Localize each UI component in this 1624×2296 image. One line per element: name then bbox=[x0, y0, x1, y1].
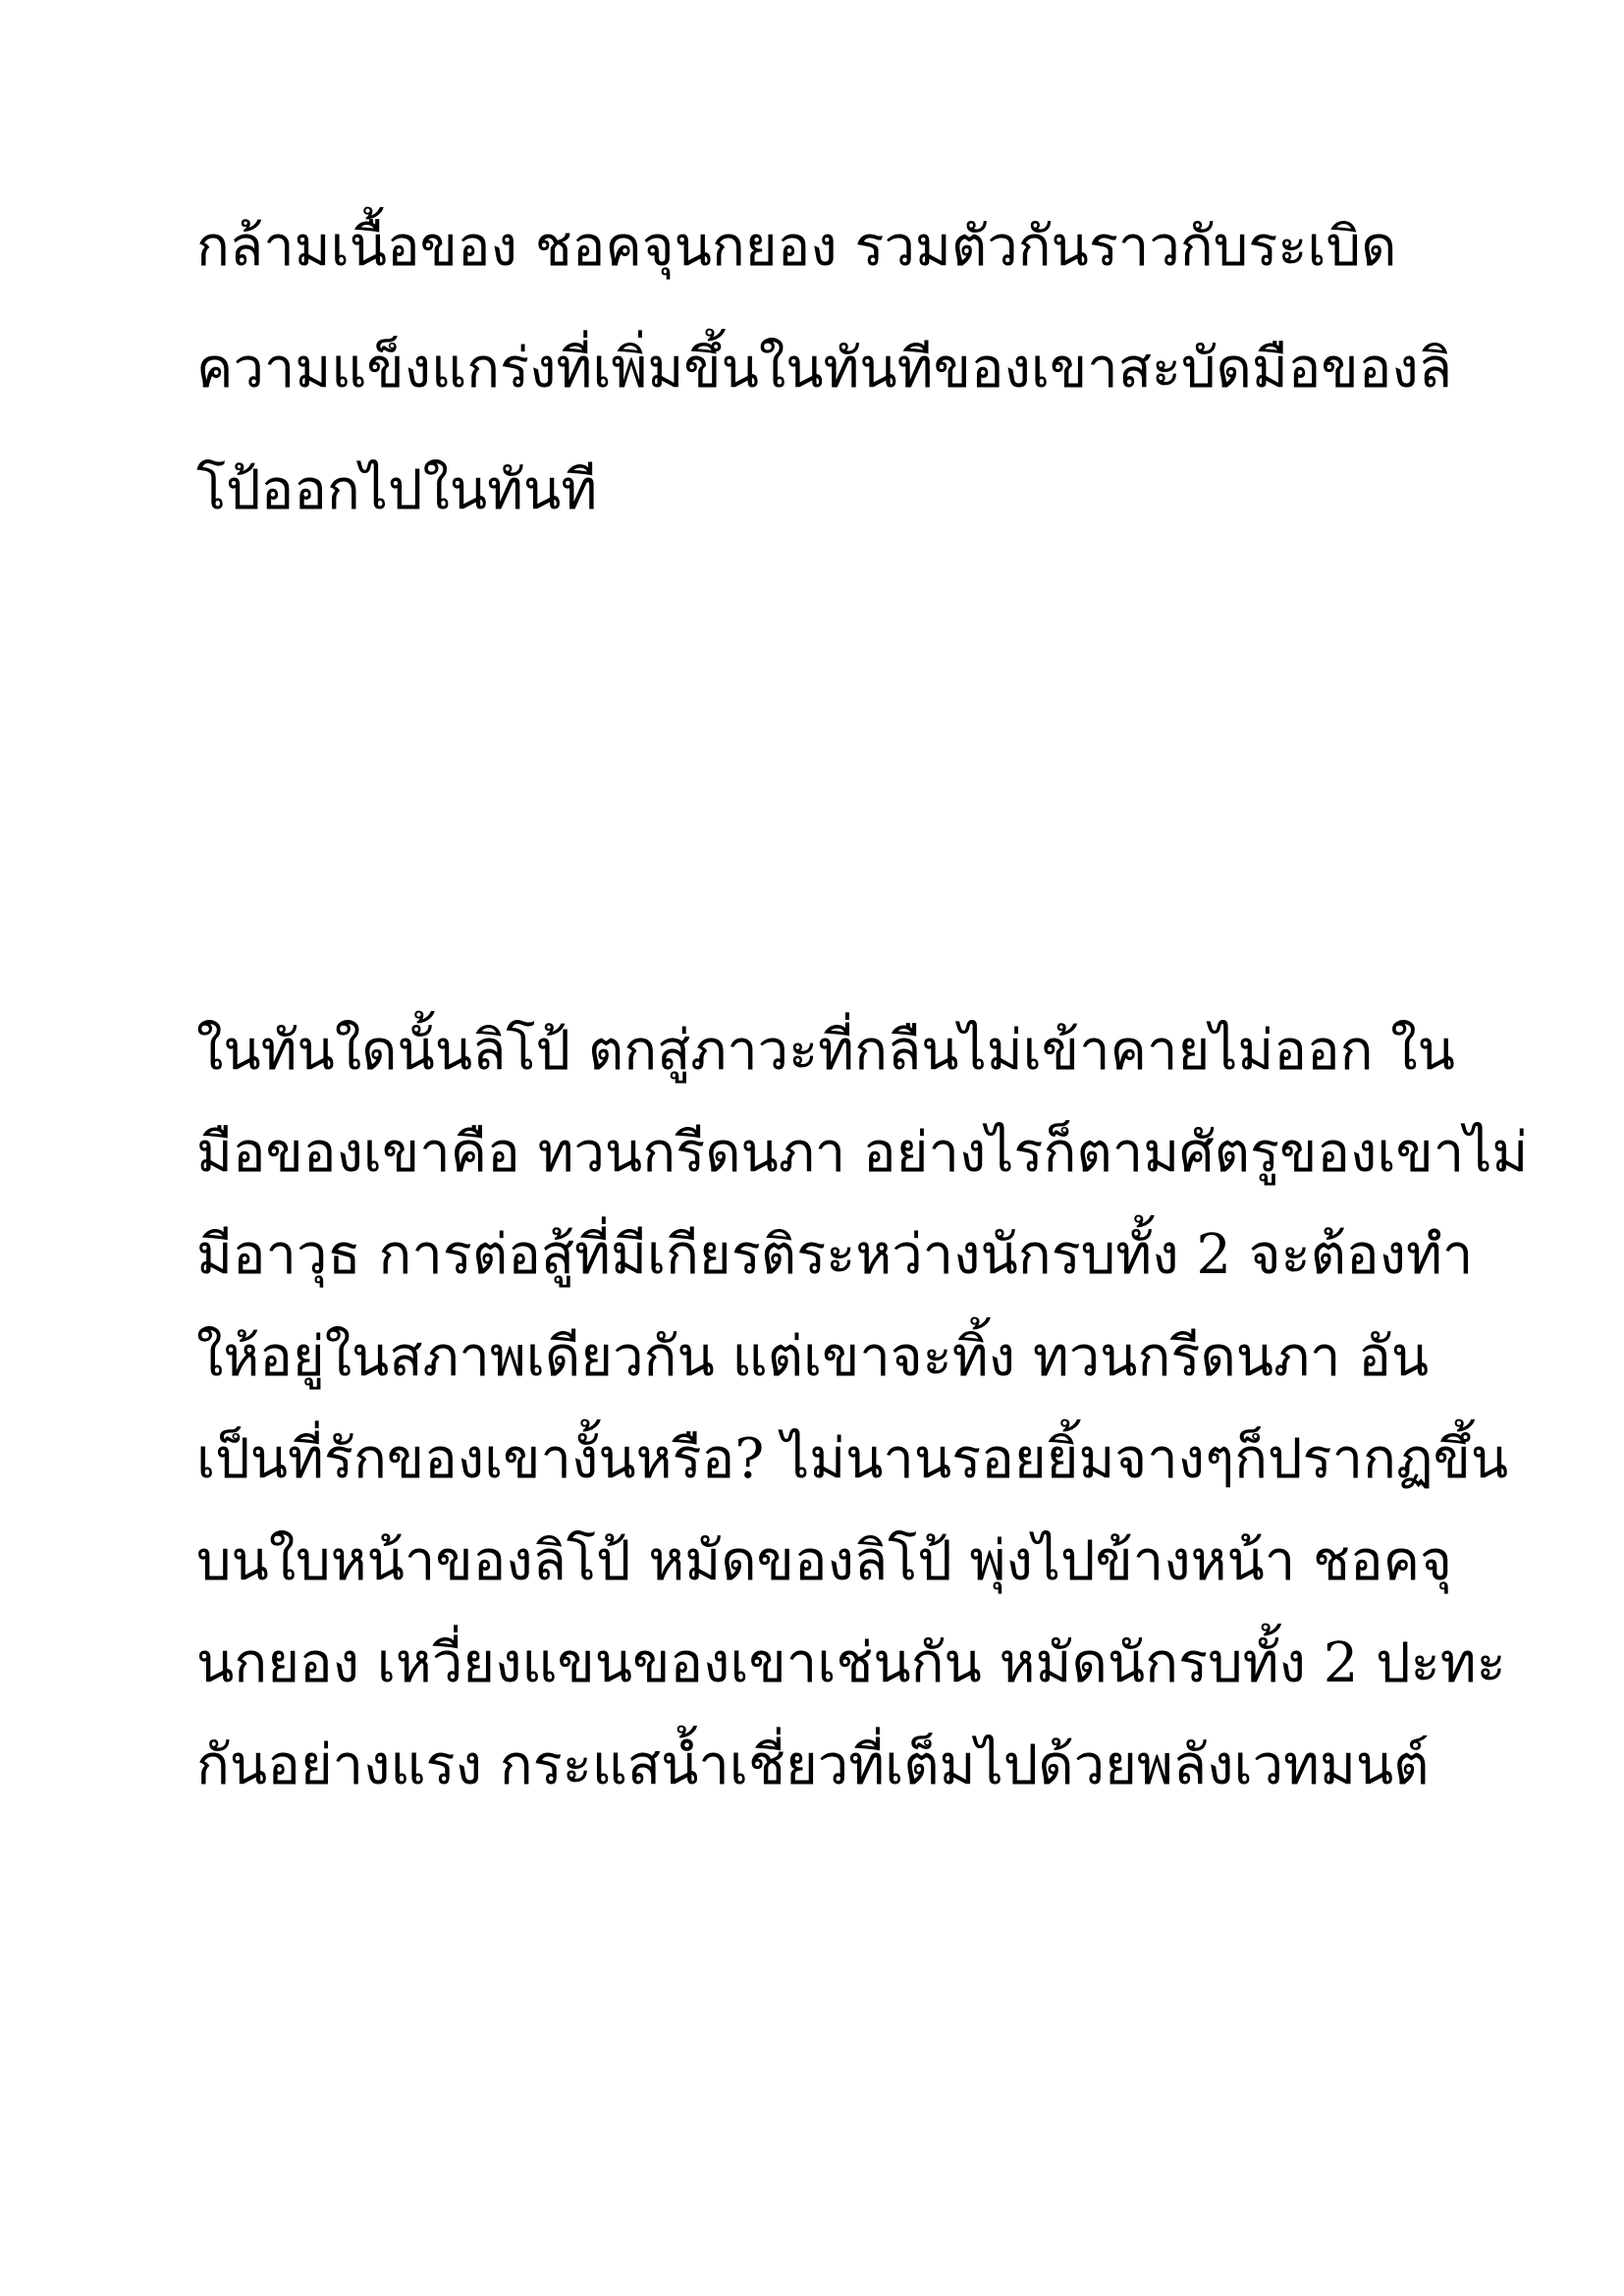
text-line: นกยอง เหวี่ยงแขนของเขาเช่นกัน หมัดนักรบทั้ง 2 ปะทะ bbox=[196, 1631, 1506, 1695]
text-line: เป็นที่รักของเขางั้นหรือ? ไม่นานรอยยิ้มจางๆก็ปรากฏขึ้น bbox=[196, 1427, 1509, 1491]
text-line: มีอาวุธ การต่อสู้ที่มีเกียรติระหว่างนักรบทั้ง 2 จะต้องทำ bbox=[196, 1223, 1474, 1287]
text-line: ในทันใดนั้นลิโป้ ตกสู่ภาวะที่กลืนไม่เข้าคายไม่ออก ใน bbox=[196, 1019, 1455, 1083]
text-line: กล้ามเนื้อของ ชอคจุนกยอง รวมตัวกันราวกับระเบิด bbox=[196, 215, 1397, 279]
text-line: กันอย่างแรง กระแสน้ำเชี่ยวที่เต็มไปด้วยพลังเวทมนต์ bbox=[196, 1734, 1430, 1797]
text-line: บนใบหน้าของลิโป้ หมัดของลิโป้ พุ่งไปข้างหน้า ชอคจุ bbox=[196, 1529, 1452, 1593]
text-line: มือของเขาคือ ทวนกรีดนภา อย่างไรก็ตามศัตรูของเขาไม่ bbox=[196, 1121, 1529, 1185]
text-line: ให้อยู่ในสภาพเดียวกัน แต่เขาจะทิ้ง ทวนกรีดนภา อัน bbox=[196, 1325, 1430, 1389]
text-line: โป้ออกไปในทันที bbox=[196, 458, 598, 522]
text-line: ความแข็งแกร่งที่เพิ่มขึ้นในทันทีของเขาสะบัดมือของลิ bbox=[196, 337, 1453, 400]
